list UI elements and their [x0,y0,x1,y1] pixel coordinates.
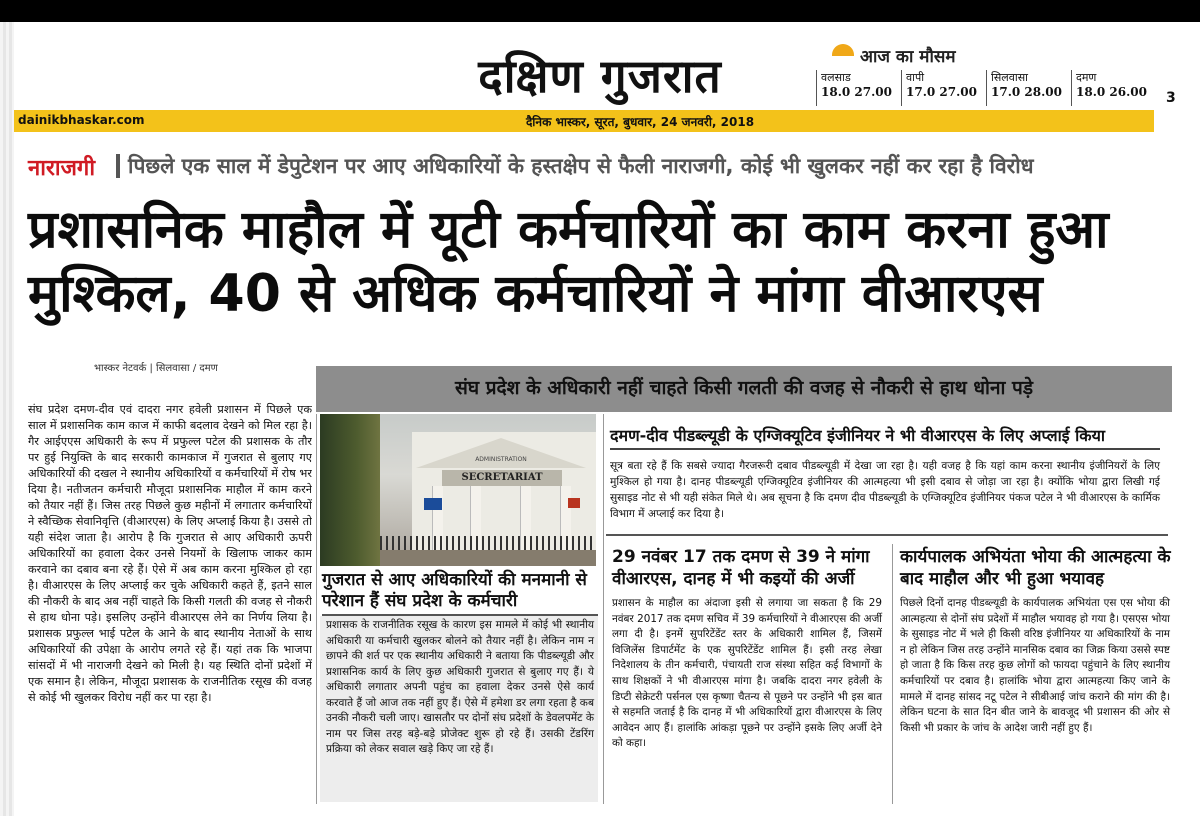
secretariat-photo [320,414,596,566]
column-divider [603,414,604,804]
headline-line-1: प्रशासनिक माहौल में यूटी कर्मचारियों का काम करना हुआ [28,200,1109,260]
column-divider [892,544,893,804]
story2-body: सूत्र बता रहे हैं कि सबसे ज्यादा गैरजरूरी दबाव पीडब्ल्यूडी में देखा जा रहा है। यही वजह है कि यहां काम करना स्थानीय इंजीनियरों के लिए मुश्किल हो गया है। दानह पीडब्ल्यूडी एग्जिक्यूटिव इंजीनियर की आत्महत्या भी इसी दबाव से जोड़ा जा रहा है। क्योंकि भोया द्वारा लिखी गई सुसाइड नोट से भी यही संकेत मिले थे। अब सूचना है कि दमण दीव पीडब्ल्यूडी के एग्जिक्यूटिव इंजीनियर पंकज पटेल ने भी वीआरएस के कार्मिक विभाग में अप्लाई कर दिया है। [610,460,1160,520]
photo-sign-top: ADMINISTRATION [475,456,527,463]
blue-sign-shape [424,498,442,510]
main-headline [28,198,1188,326]
sidebar-headline: गुजरात से आए अधिकारियों की मनमानी से परेशान हैं संघ प्रदेश के कर्मचारी [322,570,587,611]
weather-temps: 18.0 27.00 [821,85,892,99]
weather-cell [816,70,901,106]
headline-line-2: मुश्किल, 40 से अधिक कर्मचारियों ने मांगा वीआरएस [28,264,1043,324]
story4-headline: कार्यपालक अभियंता भोया की आत्महत्या के बाद माहौल और भी हुआ भयावह [900,547,1171,589]
weather-table [816,70,1156,106]
top-black-bar [0,0,1200,22]
weather-temps: 18.0 26.00 [1076,85,1147,99]
story3-body: प्रशासन के माहौल का अंदाजा इसी से लगाया जा सकता है कि 29 नवंबर 2017 तक दमण सचिव में 39 कर्मचारियों ने वीआरएस की अर्जी लगा दी है। इनमें सुपरिटेंडेंट स्तर के अधिकारी शामिल हैं, जिसमें विजिलेंस डिपार्टमेंट के एक सुपरिटेंडेंट शामिल हैं। इसी तरह लेखा निदेशालय के तीन कर्मचारी, पंचायती राज संस्था सहित कई विभागों के साथ शिक्षकों ने भी वीआरएस मांगा है। जबकि दादरा नगर हवेली के डिप्टी सेक्रेटरी पर्सनल एस कृष्णा चैतन्य से पूछने पर उन्होंने भी इस बात से सहमति जताई है कि दानह में भी अधिकारियों द्वारा वीआरएस के लिए आवेदन आए हैं। हालांकि आंकड़ा पूछने पर उन्होंने इसके लिए अर्जी देने को कहा। [612,597,882,750]
main-article-body: संघ प्रदेश दमण-दीव एवं दादरा नगर हवेली प्रशासन में पिछले एक साल में प्रशासनिक काम काज में काफी बदलाव देखने को मिल रहा है। गैर आईएएस अधिकारी के रूप में प्रफुल्ल पटेल की प्रशासक के तौर पर हुई नियुक्ति के बाद सरकारी कामकाज में गुजरात से बुलाए गए अधिकारियों की दखल ने स्थानीय अधिकारियों व कर्मचारियों में रोष भर दिया है। नतीजतन कर्मचारी मौजूदा प्रशासनिक माहौल में काम करने को तैयार नहीं हैं। जिस तरह पिछले कुछ महीनों में लगातार कर्मचारियों ने स्वैच्छिक सेवानिवृत्ति (वीआरएस) के लिए अप्लाई किया है। उससे तो यही संदेश जाता है। आरोप है कि गुजरात से आए अधिकारी ऊपरी अधिकारियों का हवाला देकर उनसे नियमों के खिलाफ जाकर काम करवाने का दबाव बना रहे हैं। ऐसे में अब काम करना मुश्किल हो रहा है। वीआरएस के लिए अप्लाई कर चुके अधिकारी कहते हैं, इतने साल की नौकरी के बाद अब नहीं चाहते कि किसी गलती की वजह से नौकरी से हाथ धोना पड़े। इसलिए उन्होंने वीआरएस लेने का निर्णय लिया है। प्रशासक प्रफुल्ल भाई पटेल के आने के बाद स्थानीय नेताओं के साथ अधिकारियों की उपेक्षा के आरोप लगते रहे हैं। यहां तक कि भाजपा सांसदों में भी नाराजगी देखने को मिली है। यह स्थिति दोनों प्रदेशों में एक समान है। लेकिन, मौजूदा प्रशासक के राजनीतिक रसूख की वजह से कोई भी खुलकर विरोध नहीं कर पा रहा है। [28,403,312,704]
tree-shape [320,414,380,566]
story3-headline: 29 नवंबर 17 तक दमण से 39 ने मांगा वीआरएस, दानह में भी कइयों की अर्जी [612,547,870,589]
dateline: दैनिक भास्कर, सूरत, बुधवार, 24 जनवरी, 2018 [525,115,755,129]
story2-headline: दमण-दीव पीडब्ल्यूडी के एग्जिक्यूटिव इंजीनियर ने भी वीआरएस के लिए अप्लाई किया [610,426,1106,445]
story2-rule [610,448,1160,450]
kicker-label: नाराजगी [28,156,96,181]
kicker-divider [116,154,120,178]
page-number: 3 [1166,90,1176,106]
weather-temps: 17.0 27.00 [906,85,977,99]
weather-city: वापी [906,71,925,84]
weather-cell [1071,70,1156,106]
weather-temps: 17.0 28.00 [991,85,1062,99]
section-divider [606,534,1168,536]
weather-cell [901,70,986,106]
weather-city: सिलवासा [991,71,1028,84]
sidebar-body: प्रशासक के राजनीतिक रसूख के कारण इस मामले में कोई भी स्थानीय अधिकारी या कर्मचारी खुलकर बोलने को तैयार नहीं है। लेकिन नाम न छापने की शर्त पर एक स्थानीय अधिकारी ने बताया कि पीडब्ल्यूडी और प्रशासनिक कार्य के लिए कुछ अधिकारी गुजरात से बुलाए गए हैं। ये अधिकारी लगातार अपनी पहुंच का हवाला देकर उनसे ऐसे कार्य करवाते हैं जो आज तक नहीं हुए हैं। ऐसे में हमेशा डर लगा रहता है कब उनकी नौकरी चली जाए। खासतौर पर दोनों संघ प्रदेशों के डेवलपमेंट के नाम पर जिस तरह बड़े-बड़े प्रोजेक्ट शुरू हो रहे हैं। उसकी टेंडरिंग प्रक्रिया को लेकर सवाल खड़े किए जा रहे हैं। [326,619,594,755]
kicker-subheadline: पिछले एक साल में डेपुटेशन पर आए अधिकारियों के हस्तक्षेप से फैली नाराजगी, कोई भी खुलकर नहीं कर रहा है विरोध [128,154,1034,178]
column-divider [316,414,317,804]
story4-body: पिछले दिनों दानह पीडब्ल्यूडी के कार्यपालक अभियंता एस एस भोया की आत्महत्या से दोनों संघ प्रदेशों में माहौल भयावह हो गया है। एसएस भोया के सुसाइड नोट में भले ही किसी वरिष्ठ इंजीनियर या अधिकारियों के नाम न हो लेकिन जिस तरह उन्होंने मानसिक दबाव का जिक्र किया उससे स्पष्ट हो जाता है कि किस तरह कुछ लोगों को फायदा पहुंचाने के लिए स्थानीय कर्मचारियों पर दबाव है। हालांकि भोया द्वारा आत्महत्या किए जाने के मामले में दानह सांसद नटू पटेल ने सीबीआई जांच कराने की मांग की है। लेकिन घटना के सात दिन बीत जाने के बावजूद भी प्रशासन की ओर से किसी भी प्रकार के जांच के आदेश जारी नहीं हुए हैं। [900,597,1170,734]
fence-shape [380,536,596,550]
banner-headline: संघ प्रदेश के अधिकारी नहीं चाहते किसी गलती की वजह से नौकरी से हाथ धोना पड़े [455,377,1033,399]
photo-sign: SECRETARIAT [442,470,562,486]
byline: भास्कर नेटवर्क | सिलवासा / दमण [94,363,218,374]
weather-cell [986,70,1071,106]
weather-city: दमण [1076,71,1097,84]
weather-title: आज का मौसम [860,47,956,67]
sun-icon [832,44,854,56]
weather-city: वलसाड [821,71,851,84]
site-url[interactable]: dainikbhaskar.com [18,113,145,127]
ground-shape [380,550,596,566]
adjacent-page-edge [0,22,14,816]
section-title: दक्षिण गुजरात [478,49,722,103]
red-object-shape [568,498,580,508]
